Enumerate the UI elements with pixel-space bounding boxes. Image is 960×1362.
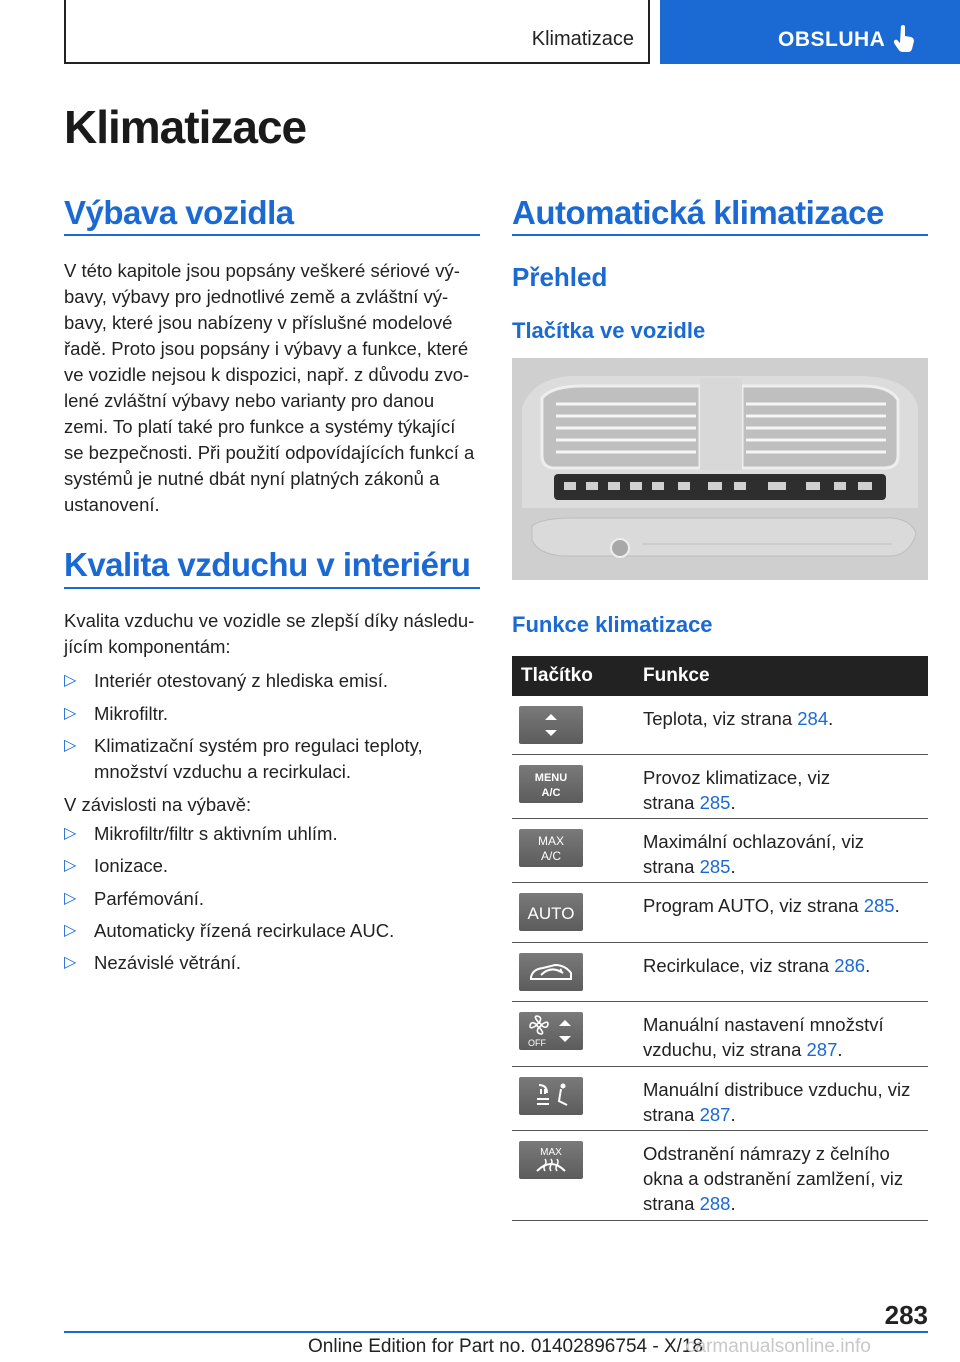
heading-rule (512, 234, 928, 236)
table-row (512, 1002, 928, 1067)
table-row (512, 1067, 928, 1131)
page-reference[interactable]: 285 (863, 895, 895, 916)
table-row (512, 943, 928, 1002)
svg-text:A/C: A/C (541, 787, 561, 799)
temperature-arrows-icon (519, 706, 583, 744)
list-item: ▷ Nezávislé větrání. (64, 950, 484, 976)
svg-text:MAX: MAX (537, 834, 565, 848)
list-item: ▷ Klimatizační systém pro regulaci teploty, množství vzduchu a recirkulaci. (64, 735, 423, 782)
list-item: ▷ Automaticky řízená recirkulace AUC. (64, 918, 484, 944)
pointing-hand-icon (894, 24, 916, 52)
page-title: Klimatizace (64, 101, 307, 153)
table-header (512, 656, 928, 696)
air-quality-paragraph (64, 608, 494, 660)
auto-icon (519, 893, 583, 931)
equipment-paragraph (64, 258, 494, 518)
svg-text:AUTO: AUTO (527, 904, 575, 923)
menu-ac-icon (519, 765, 583, 803)
text-line: V této kapitole jsou popsány veškeré sériové vý‐ (64, 260, 460, 281)
max-ac-icon (519, 829, 583, 867)
bullet-triangle-icon: ▷ (64, 672, 77, 689)
text-line: jícím komponentám: (64, 636, 231, 657)
function-description: Recirkulace, viz strana 286. (643, 955, 871, 976)
function-description: Teplota, viz strana 284. (643, 708, 834, 729)
bullet-triangle-icon: ▷ (64, 857, 77, 874)
page-reference[interactable]: 285 (699, 856, 731, 877)
list-item: ▷ Mikrofiltr. (64, 701, 484, 727)
bullet-triangle-icon: ▷ (64, 705, 77, 722)
edition-note: Online Edition for Part no. 01402896754 - X/18 (308, 1336, 704, 1357)
chapter-tab (660, 0, 960, 64)
table-row (512, 755, 928, 819)
bullet-triangle-icon: ▷ (64, 890, 77, 907)
column-header-button: Tlačítko (521, 665, 593, 686)
svg-text:OFF: OFF (528, 1038, 546, 1048)
max-defrost-icon (519, 1141, 583, 1179)
list-item: ▷ Parfémování. (64, 886, 484, 912)
bullet-triangle-icon: ▷ (64, 922, 77, 939)
text-line: se bezpečnosti. Při použití odpovídajících funkcí a (64, 442, 475, 463)
text-line: bavy, výbavy pro jednotlivé země a zvláštní vý‐ (64, 286, 449, 307)
text-line: Kvalita vzduchu ve vozidle se zlepší díky následu‐ (64, 610, 475, 631)
fan-off-arrows-icon (519, 1012, 583, 1050)
list-item: ▷ Ionizace. (64, 853, 484, 879)
text-line: ustanovení. (64, 494, 160, 515)
page-reference[interactable]: 284 (797, 708, 829, 729)
page-reference[interactable]: 288 (699, 1193, 731, 1214)
running-header-box (64, 0, 650, 64)
function-description: Program AUTO, viz strana 285. (643, 895, 900, 916)
text-line: bavy, které jsou nabízeny v příslušné modelové (64, 312, 453, 333)
text-line: systémů je nutné dbát nyní platných zákonů a (64, 468, 440, 489)
heading-climate-functions: Funkce klimatizace (512, 612, 713, 637)
page-number: 283 (884, 1300, 928, 1330)
table-row (512, 883, 928, 943)
heading-overview: Přehled (512, 262, 608, 292)
list-item: ▷ Mikrofiltr/filtr s aktivním uhlím. (64, 821, 484, 847)
table-row (512, 696, 928, 755)
bullet-triangle-icon: ▷ (64, 954, 77, 971)
function-description: Odstranění námrazy z čelního okna a odstranění zamlžení, viz strana 288. (643, 1143, 904, 1214)
page-reference[interactable]: 287 (806, 1039, 838, 1060)
chapter-label: OBSLUHA (778, 28, 886, 51)
text-line: zemi. To platí také pro funkce a systémy týkající (64, 416, 456, 437)
function-description: Maximální ochlazování, viz strana 285. (643, 831, 865, 877)
heading-equipment: Výbava vozidla (64, 194, 294, 231)
page-reference[interactable]: 285 (699, 792, 731, 813)
page-reference[interactable]: 287 (699, 1104, 731, 1125)
svg-text:MAX: MAX (540, 1147, 562, 1158)
list-item: ▷ Interiér otestovaný z hlediska emisí. (64, 668, 484, 694)
text-line: lené zvláštní výbavy nebo varianty pro danou (64, 390, 435, 411)
function-description: Manuální distribuce vzduchu, viz strana 287. (643, 1079, 911, 1125)
text-line: řadě. Proto jsou popsány i výbavy a funkce, které (64, 338, 469, 359)
watermark: carmanualsonline.info (686, 1336, 871, 1357)
column-header-function: Funkce (643, 665, 710, 686)
recirculation-icon (519, 953, 583, 991)
heading-rule (64, 234, 480, 236)
climate-functions-table (512, 656, 928, 1221)
table-row (512, 1131, 928, 1221)
svg-text:MENU: MENU (534, 772, 568, 784)
page-reference[interactable]: 286 (834, 955, 866, 976)
depends-on-equipment-text: V závislosti na výbavě: (64, 794, 252, 815)
bullet-triangle-icon: ▷ (64, 737, 77, 754)
function-description: Provoz klimatizace, viz strana 285. (643, 767, 831, 813)
air-distribution-icon (519, 1077, 583, 1115)
heading-automatic-climate: Automatická klimatizace (512, 194, 884, 231)
svg-text:A/C: A/C (540, 849, 562, 863)
heading-air-quality: Kvalita vzduchu v interiéru (64, 546, 471, 583)
heading-rule (64, 587, 480, 589)
heading-buttons-in-vehicle: Tlačítka ve vozidle (512, 318, 706, 343)
table-row (512, 819, 928, 883)
climate-panel-photo (512, 358, 928, 580)
function-description: Manuální nastavení množství vzduchu, viz strana 287. (643, 1014, 884, 1060)
running-header-section: Klimatizace (531, 28, 634, 50)
bullet-triangle-icon: ▷ (64, 825, 77, 842)
footer-rule (64, 1331, 928, 1333)
text-line: ve vozidle nejsou k dispozici, např. z důvodu zvo‐ (64, 364, 470, 385)
